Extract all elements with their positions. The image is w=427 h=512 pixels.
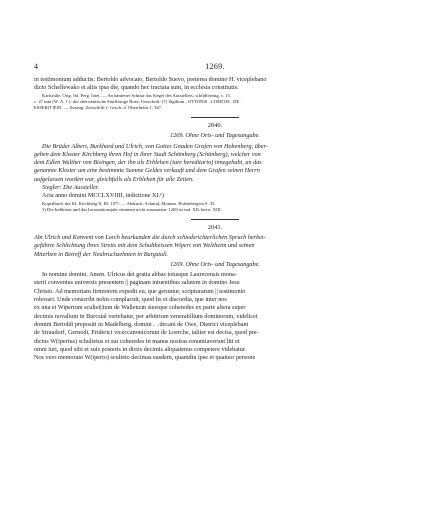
body-line: decimis novalium in Burcstal vertebatur, per arbitrium venerabilium dominorum, videlicet — [34, 312, 258, 320]
summary-line: Miterben in Betreff der Neubruchzehnten in Burgstall. — [34, 250, 169, 258]
summary-line: dem Edlen Walther von Bisingen, der ihn als Erblehen (iure hereditario) innegehabt, an das — [34, 159, 262, 167]
page-number: 4 — [34, 62, 38, 71]
body-line: domini Bertoldi prepositi in Madelberg, domini . . decani de Owe, Dietrici viceplebani — [34, 320, 249, 328]
summary-line: geben dem Kloster Kirchberg ihren Hof in ihrer Stadt Schömberg (Schönberg), welcher von — [34, 150, 261, 158]
running-header — [34, 60, 396, 74]
body-line: sterii conventus universis presentem || paginam intuentibus salutem in domino Jesu — [34, 279, 240, 287]
body-line: omni iuri, quod sibi et suis posteris in dictis decimis aliquatenus competere videbatur. — [34, 345, 247, 353]
top-text-line: dicto Schellewako et aliis ipsa die, quando hec tractata sunt, in ecclesia constitutis. — [34, 84, 239, 92]
document-number: 2041. — [207, 223, 223, 231]
document-dateline: 1269. Ohne Orts- und Tagesangabe. — [170, 260, 260, 268]
summary-line: Die Brüder Albert, Burkhard und Ulrich, von Gottes Gnaden Grafen von Hohenberg, über- — [42, 142, 268, 150]
top-note-line: Karlsruhe. Orig. Inl. Perg. Ioiet. — An hänfener Schnur das Siegel des Ausstellers, schildförmig, c. 15, — [42, 92, 231, 98]
body-line: de Straudorf, Gernodi, Friderici viceccanonicorum de Loerche, taliter est decisa, quod pre- — [34, 329, 259, 337]
body-line: In nomine domini. Amen. Ulricus dei gratia abbas totusque Laurecensis mona- — [42, 271, 237, 279]
top-note-line: ESSER[T]EIN. — Auszug: Zeitschrift f. Gesch. d. Oberrheins 1, 367. — [34, 105, 163, 110]
summary-line: aufgelassen worden war, gleichfalls als Erblehen für alle Zeiten. — [34, 175, 194, 183]
summary-line: geführte Schlichtung ihres Streits mit dem Schultheissen Wipert von Welzheim und seinen — [34, 242, 255, 250]
siegler-line: Siegler: Die Aussteller. — [42, 183, 100, 191]
summary-line: Abt Ulrich und Konvent von Lorch beurkunden die durch schiedsrichterlichen Spruch herbei- — [34, 233, 266, 241]
footnote-line: 1) Die Indiktion und das Incarnationsjahr stimmen nicht zusammen: 1269 ist ind. XII, bezw. XIII. — [42, 206, 222, 212]
document-dateline: 1269. Ohne Orts- und Tagesangabe. — [170, 132, 260, 140]
document-2041 — [34, 224, 396, 362]
body-line: dictus W(ipertus) schultetus et sui coheredes in manus nostras renuntiaverunt liti et — [34, 337, 240, 345]
body-line: roborari. Unde conscribi nobis complacuit, quod lis et discordia, que inter nos — [34, 296, 227, 304]
note-line: Kopialbuch des Kl. Kirchberg II. Bl. 107ᵇ. — Abdruck: Schmid, Monum. Hohenbergica S. 35. — [42, 200, 216, 206]
top-note-line: c. 47 mm (W. A. 1.): die obersteinische Stufflastige Rose; Umschrift: [†] Sigillum . OTTONIS . COMITIS . DE . — [34, 98, 242, 104]
summary-line: genannte Kloster um eine bestimmte Summe Geldes verkauft und dem Grafen seinen Herrn — [34, 167, 260, 175]
document-page — [34, 60, 396, 362]
top-text-line: in testimonium adductis: Bertoldo advocato, Bertoldo Suevo, preterea domino H. viceplebano — [34, 76, 267, 83]
body-line: Nos vero memorato W(iperto) sculteto decimas easdem, quamdiu ipse et quatuor persone — [34, 354, 256, 362]
acta-line: Acta anno domini MCCLXVIIII, indictione XI.¹) — [42, 192, 164, 200]
document-number: 2040. — [207, 122, 223, 130]
running-year: 1269. — [205, 62, 225, 71]
section-divider — [191, 219, 239, 220]
body-line: ex una et Wipertum scultet||tum de Wallenzin suosque coheredes ex parte altera super — [34, 304, 246, 312]
top-block — [34, 76, 396, 111]
body-line: Christo. Ad memoriam firmiorem expedit eu, que geruntur, scripturarum || testimonio — [34, 287, 246, 295]
document-2040 — [34, 122, 396, 213]
section-divider — [191, 117, 239, 118]
